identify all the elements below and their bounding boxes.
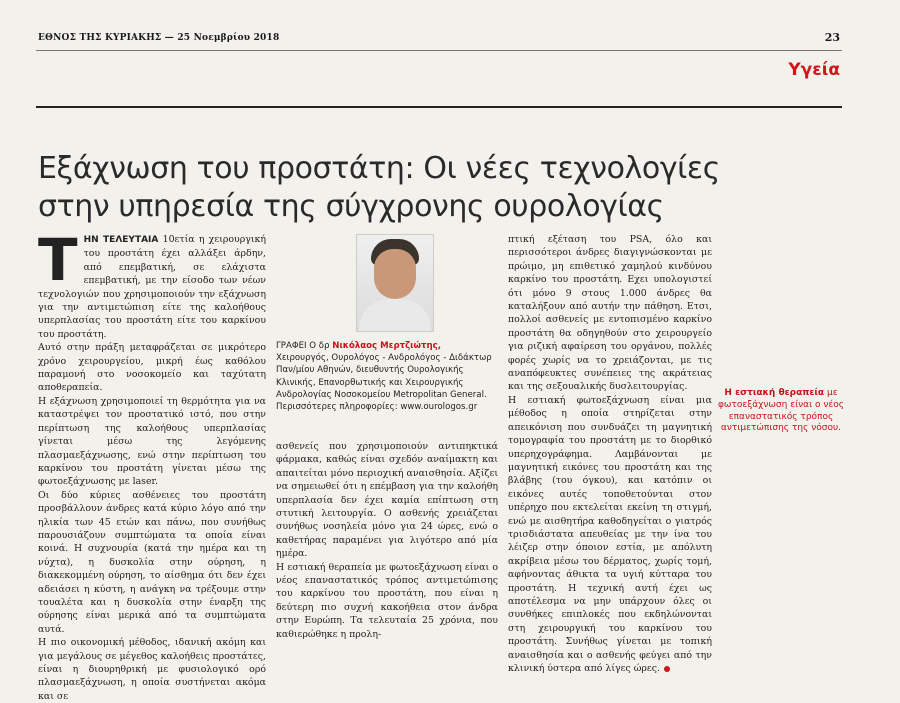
article-column-1 bbox=[38, 226, 266, 703]
section-rule bbox=[36, 106, 842, 108]
lead-text: 10ετία η χειρουργική του προστάτη έχει αλλάξει άρδην, από επεμβατική, σε ελάχιστα επεμβατική, με την είσοδο των νέων τεχνολογιών που χρησιμοποιούν την εξάχνωση για την αντιμετώπιση είτε της καλοήθους υπερπλασίας του προστάτη είτε του καρκίνου του προστάτη. bbox=[38, 234, 266, 340]
paragraph: Η εξάχνωση χρησιμοποιεί τη θερμότητα για να καταστρέψει τον προστατικό ιστό, που στην περίπτωση της καλοήθους υπερπλασίας γίνεται μέσω της λεγόμενης πλασμαεξάχνωσης, ενώ στην περίπτωση του καρκίνου του προστάτη γίνεται μέσω της φωτοεξάχνωσης με laser. bbox=[38, 395, 266, 488]
caption-info: Περισσότερες πληροφορίες: www.ourologos.gr bbox=[276, 402, 478, 413]
paragraph bbox=[508, 394, 712, 676]
article-column-3 bbox=[508, 233, 712, 675]
page-number: 23 bbox=[824, 31, 840, 44]
paragraph: Η πιο οικονομική μέθοδος, ιδανική ακόμη και για μεγάλους σε μέγεθος καλοήθεις προστάτες, είναι η διουρηθρική με φυσιολογικό ορό πλασμαεξάχνωση, η οποία συστήνεται ακόμα και σε bbox=[38, 637, 266, 702]
top-rule bbox=[36, 50, 842, 51]
pull-quote-text: με φωτοεξάχνωση είναι ο νέος επαναστατικός τρόπος αντιμετώπισης της νόσου. bbox=[717, 388, 845, 434]
drop-cap: Τ bbox=[38, 226, 78, 294]
pull-quote-bold: Η εστιακή θεραπεία bbox=[724, 388, 825, 398]
paragraph: Αυτό στην πράξη μεταφράζεται σε μικρότερο χρόνο χειρουργείου, μικρή έως καθόλου παραμονή στο νοσοκομείο και ταχύτατη αποθεραπεία. bbox=[38, 342, 266, 394]
photo-shirt bbox=[359, 299, 431, 332]
lead-paragraph bbox=[38, 226, 266, 341]
paragraph: Η εστιακή θεραπεία με φωτοεξάχνωση είναι ο νέος επαναστατικός τρόπος αντιμετώπισης του καρκίνου του προστάτη, που είναι η δεύτερη πιο συχνή κακοήθεια στον άνδρα στην Ευρώπη. Τα τελευταία 25 χρόνια, που καθιερώθηκε η προλη- bbox=[276, 561, 498, 640]
pull-quote bbox=[716, 388, 846, 435]
caption-lead: ΓΡΑΦΕΙ Ο δρ bbox=[276, 341, 333, 351]
photo-face bbox=[374, 249, 416, 299]
lead-in: ΗΝ ΤΕΛΕΥΤΑΙΑ bbox=[83, 235, 159, 245]
caption-byline bbox=[276, 340, 498, 352]
paragraph: Οι δύο κύριες ασθένειες του προστάτη προσβάλλουν άνδρες κατά κύριο λόγο από την ηλικία των 45 ετών και πάνω, που συνήθως παρουσιάζουν συμπτώματα τα οποία είναι κοινά. Η συχνουρία (κατά την ημέρα και τη νύχτα), η δυσκολία στην ούρηση, η διακεκομμένη ούρηση, το αίσθημα ότι δεν έχει αδειάσει η κύστη, η ανάγκη να τρέξουμε στην τουαλέτα και η δυσκολία στην έναρξη της ούρησης είναι μερικά από τα συμπτώματα αυτά. bbox=[38, 489, 266, 635]
masthead: ΕΘΝΟΣ ΤΗΣ ΚΥΡΙΑΚΗΣ — 25 Νοεμβρίου 2018 bbox=[38, 33, 280, 43]
closing-text: Η εστιακή φωτοεξάχνωση είναι μια μέθοδος η οποία στηρίζεται στην απεικόνιση που συνδυάζει τη μαγνητική τομογραφία του προστάτη με το διορθικό υπερηχογράφημα. Λαμβάνονται με μαγνητική εικόνες του προστάτη και της βλάβης (του όγκου), και κατόπιν οι εικόνες αυτές τοποθετούνται στον υπέρηχο που εκτελείται εκείνη τη στιγμή, ενώ με αισθητήρα καθοδηγείται ο γιατρός τρισδιάστατα απευθείας με την ίνα του λέιζερ στην όποιον εστία, με απόλυτη ακρίβεια μέσω του δέρματος, χωρίς τομή, αφήνοντας άθικτα τα υγιή κύτταρα του προστάτη. Η τεχνική αυτή έχει ως αποτέλεσμα να μην υπάρχουν όλες οι συνθήκες επιπλοκές που εκδηλώνονται στη χειρουργική του καρκίνου του προστάτη. Συνήθως γίνεται με τοπική αναισθησία και ο ασθενής φεύγει από την κλινική ύστερα από λίγες ώρες. bbox=[508, 394, 712, 674]
article-headline: Εξάχνωση του προστάτη: Οι νέες τεχνολογίες στην υπηρεσία της σύγχρονης ουρολογίας bbox=[38, 151, 720, 225]
author-photo bbox=[356, 234, 434, 332]
paragraph: ασθενείς που χρησιμοποιούν αντιπηκτικά φάρμακα, καθώς είναι σχεδόν αναίμακτη και απαιτείται μόνο περιοχική αναισθησία. Αξίζει να σημειωθεί ότι η επέμβαση για την καλοήθη υπερπλασία δεν έχει καμία επίπτωση στη στυτική λειτουργία. Ο ασθενής χρειάζεται συνήθως νοσηλεία μόνο για 24 ώρες, ενώ ο καθετήρας παραμένει για λιγότερο από μία ημέρα. bbox=[276, 441, 498, 560]
section-label: Υγεία bbox=[788, 60, 840, 80]
article-column-2 bbox=[276, 440, 498, 641]
caption-credentials: Χειρουργός, Ουρολόγος - Ανδρολόγος - Διδάκτωρ Παν/μίου Αθηνών, διευθυντής Ουρολογικής Κλινικής, Επανορθωτικής και Χειρουργικής Ανδρολογίας Νοσοκομείου Metropolitan General. bbox=[276, 353, 492, 400]
author-caption bbox=[276, 340, 498, 413]
end-mark-dot-icon bbox=[664, 666, 670, 672]
author-name: Νικόλαος Μερτζιώτης, bbox=[332, 341, 441, 351]
paragraph: πτική εξέταση του PSA, όλο και περισσότεροι άνδρες διαγιγνώσκονται με πρώιμο, μη επιθετικό χαμηλού κινδύνου καρκίνο του προστάτη. Εχει υπολογιστεί ότι μόνο 9 στους 1.000 άνδρες θα καταλήξουν από αυτήν την πάθηση. Ετσι, πολλοί ασθενείς με εντοπισμένο καρκίνο προστάτη θα οδηγηθούν στο χειρουργείο για ριζική αφαίρεση του οργάνου, πολλές φορές χωρίς να το χρειάζονται, με τις αναπόφευκτες συνέπειες της ακράτειας και της σεξουαλικής δυσλειτουργίας. bbox=[508, 234, 712, 393]
